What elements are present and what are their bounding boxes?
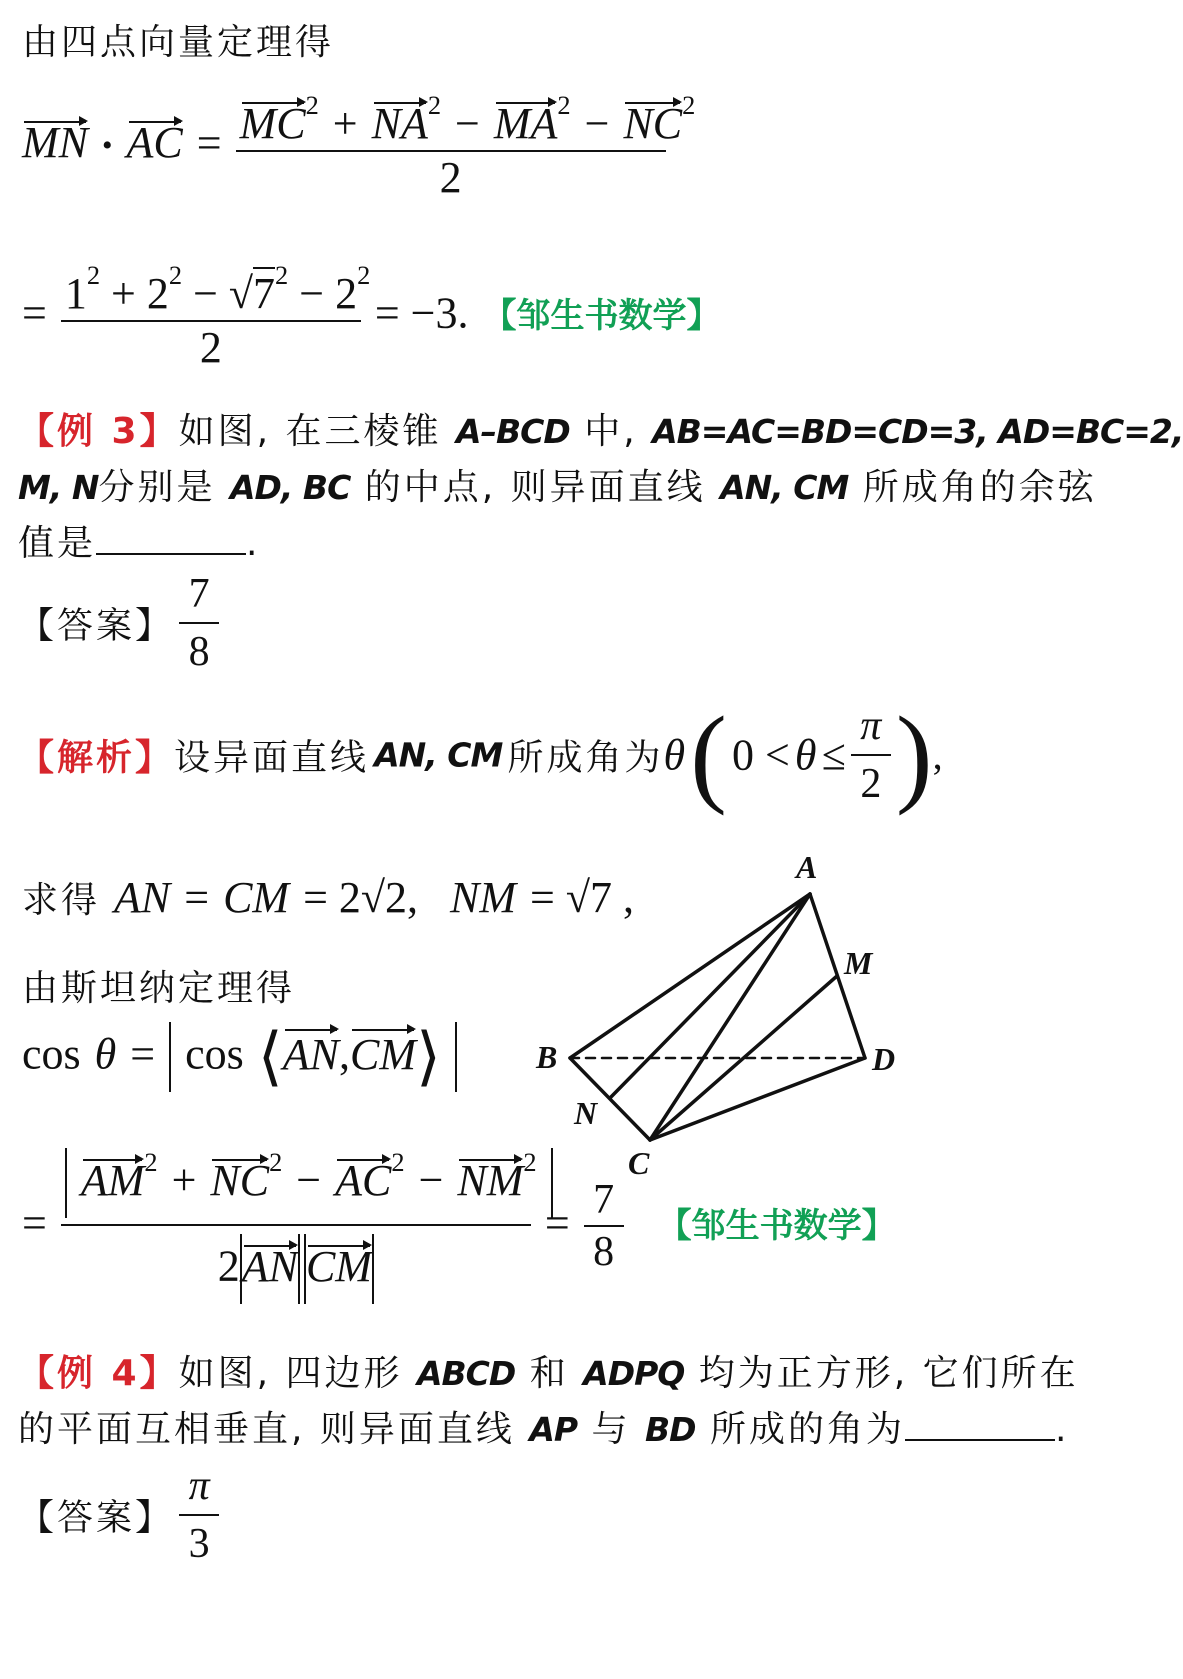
vector-mn: MN — [22, 115, 88, 165]
fraction — [851, 702, 891, 808]
vector-ac: AC — [127, 115, 183, 165]
leq-sign: ≤ — [821, 730, 846, 780]
right-paren: ) — [895, 694, 933, 816]
text: , — [932, 732, 943, 778]
math-text: AP — [529, 1410, 578, 1449]
left-angle: ⟨ — [257, 1021, 283, 1092]
example-tag: 【例 4】 — [18, 1353, 179, 1394]
cos-line — [22, 1020, 457, 1094]
vector-nm: NM — [457, 1153, 523, 1203]
plus-sign: + — [111, 268, 136, 318]
fraction — [61, 1146, 537, 1304]
equals-sign: = — [544, 1198, 570, 1248]
exponent: 2 — [682, 90, 696, 120]
text: 所成角为 — [507, 737, 664, 779]
math-text: CM — [223, 873, 290, 922]
edge-ac — [650, 894, 810, 1140]
cos-text: cos — [22, 1029, 81, 1079]
text: 所成的角为 — [710, 1409, 906, 1450]
text: 均为正方形, 它们所在 — [698, 1353, 1079, 1394]
exponent: 2 — [557, 90, 571, 120]
equals-sign: = — [22, 1198, 47, 1248]
equals-sign: = — [184, 873, 210, 922]
fraction — [179, 1462, 219, 1568]
text: 分别是 — [98, 467, 216, 508]
vector-mc: MC — [240, 96, 306, 146]
exponent: 2 — [86, 260, 101, 290]
text: 如图, 在三棱锥 — [178, 411, 442, 452]
minus-sign: − — [296, 1155, 322, 1205]
vector-an: AN — [283, 1023, 339, 1080]
exponent: 2 — [269, 1146, 283, 1177]
text: 的平面互相垂直, 则异面直线 — [18, 1409, 515, 1450]
math-text: AD, BC — [229, 468, 351, 507]
vector-cm: CM — [350, 1023, 416, 1080]
exponent: 2 — [391, 1146, 405, 1177]
denominator: 2 — [61, 320, 361, 370]
vector-ma: MA — [494, 96, 558, 146]
exponent: 2 — [427, 90, 442, 120]
coefficient: 2 — [217, 1241, 240, 1291]
example-3 — [18, 404, 1183, 572]
text: 如图, 四边形 — [178, 1353, 403, 1394]
abs-bar — [298, 1234, 300, 1304]
edge-cd — [650, 1058, 865, 1140]
math-text: M, N — [18, 468, 99, 507]
vector-cm: CM — [306, 1239, 372, 1289]
equation-numeric — [22, 262, 720, 370]
math-text: ADPQ — [583, 1354, 685, 1393]
plus-sign: + — [171, 1155, 197, 1205]
exponent: 2 — [523, 1146, 537, 1177]
text: 和 — [529, 1353, 569, 1394]
denominator: 8 — [584, 1225, 624, 1273]
radicand: 7 — [253, 268, 276, 318]
minus-sign: − — [418, 1155, 444, 1205]
fraction — [584, 1179, 624, 1273]
range-text: 0 < — [731, 730, 790, 780]
minus-sign: − — [455, 98, 480, 148]
vertex-label-d: D — [872, 1041, 896, 1077]
right-angle: ⟩ — [415, 1021, 441, 1092]
term: 1 — [64, 268, 87, 318]
math-text: ABCD — [416, 1354, 516, 1393]
fraction — [236, 90, 696, 202]
minus-sign: − — [584, 98, 610, 148]
exponent: 2 — [168, 260, 183, 290]
math-text: BD — [645, 1410, 696, 1449]
watermark-label: 【邹生书数学】 — [657, 1206, 896, 1246]
fraction — [179, 570, 219, 676]
theta-symbol: θ — [794, 730, 817, 780]
abs-bar — [169, 1022, 171, 1092]
exponent: 2 — [144, 1146, 158, 1177]
intro-line: 由四点向量定理得 — [22, 22, 335, 63]
vector-an: AN — [242, 1239, 298, 1289]
vector-na: NA — [372, 96, 428, 146]
tetrahedron-figure — [520, 840, 940, 1190]
abs-bar — [65, 1148, 67, 1218]
text: 中, — [584, 411, 638, 452]
math-text: AN, CM — [720, 468, 849, 507]
denominator: 3 — [179, 1514, 219, 1568]
equation-vector-four-point — [22, 90, 696, 202]
equals-sign: = — [196, 118, 222, 168]
cos-text: cos — [185, 1029, 244, 1079]
vertex-label-n: N — [574, 1095, 598, 1131]
denominator: 2 — [236, 150, 666, 200]
math-text: AN — [114, 873, 171, 922]
vector-nc: NC — [623, 96, 682, 146]
vertex-label-m: M — [844, 945, 873, 981]
text: 设异面直线 — [174, 737, 370, 779]
equals-sign: = — [22, 288, 47, 338]
answer-blank — [905, 1411, 1055, 1441]
exponent: 2 — [305, 90, 319, 120]
text: 的中点, 则异面直线 — [364, 467, 706, 508]
abs-bar — [372, 1234, 374, 1304]
result: = −3. — [374, 288, 469, 338]
math-text: = 2√2, — [303, 873, 419, 922]
text: . — [246, 523, 261, 564]
answer-3 — [18, 570, 219, 676]
example-4 — [18, 1346, 1079, 1458]
analysis-tag: 【解析】 — [18, 737, 175, 779]
math-text: AB=AC=BD=CD=3, AD=BC=2, — [652, 412, 1183, 451]
vertex-label-b: B — [536, 1039, 558, 1075]
text: . — [1055, 1409, 1070, 1450]
math-text: A–BCD — [455, 412, 570, 451]
pi-symbol: π — [860, 703, 882, 749]
example-tag: 【例 3】 — [18, 411, 179, 452]
term: 2 — [146, 268, 169, 318]
text: , — [338, 1029, 350, 1079]
plus-sign: + — [332, 98, 358, 148]
denominator: 2 — [851, 754, 891, 808]
text: 求得 — [22, 880, 101, 921]
answer-4 — [18, 1462, 219, 1568]
text: 所成角的余弦 — [862, 467, 1097, 508]
equals-sign: = — [130, 1029, 156, 1079]
stewart-line: 由斯坦纳定理得 — [22, 968, 296, 1009]
abs-bar — [455, 1022, 457, 1092]
text: 与 — [591, 1409, 631, 1450]
fraction — [61, 260, 371, 372]
math-text: NM — [450, 873, 517, 922]
exponent: 2 — [357, 260, 371, 290]
theta-symbol: θ — [94, 1029, 117, 1079]
vector-am: AM — [81, 1153, 145, 1203]
minus-sign: − — [193, 268, 218, 318]
dot-operator: • — [102, 128, 113, 162]
vertex-label-a: A — [796, 849, 818, 885]
term: 2 — [335, 268, 358, 318]
analysis-line — [18, 694, 943, 816]
vector-ac: AC — [335, 1153, 391, 1203]
watermark-label: 【邹生书数学】 — [482, 295, 721, 336]
vertex-label-c: C — [628, 1145, 650, 1181]
minus-sign: − — [299, 268, 325, 318]
exponent: 2 — [275, 260, 289, 290]
sqrt-symbol: √ — [228, 268, 254, 318]
denominator: 8 — [179, 622, 219, 676]
answer-tag: 【答案】 — [18, 605, 175, 647]
theta-symbol: θ — [663, 730, 686, 780]
text: 值是 — [18, 523, 97, 564]
vector-nc: NC — [210, 1153, 269, 1203]
segment-an — [610, 894, 810, 1098]
answer-tag: 【答案】 — [18, 1497, 175, 1539]
answer-blank — [96, 525, 246, 555]
left-paren: ( — [690, 694, 727, 816]
numerator: 7 — [188, 571, 210, 617]
math-text: AN, CM — [374, 735, 503, 775]
math-text: = √7 , — [530, 873, 635, 922]
numerator: π — [188, 1463, 210, 1509]
numerator: 7 — [593, 1177, 615, 1223]
